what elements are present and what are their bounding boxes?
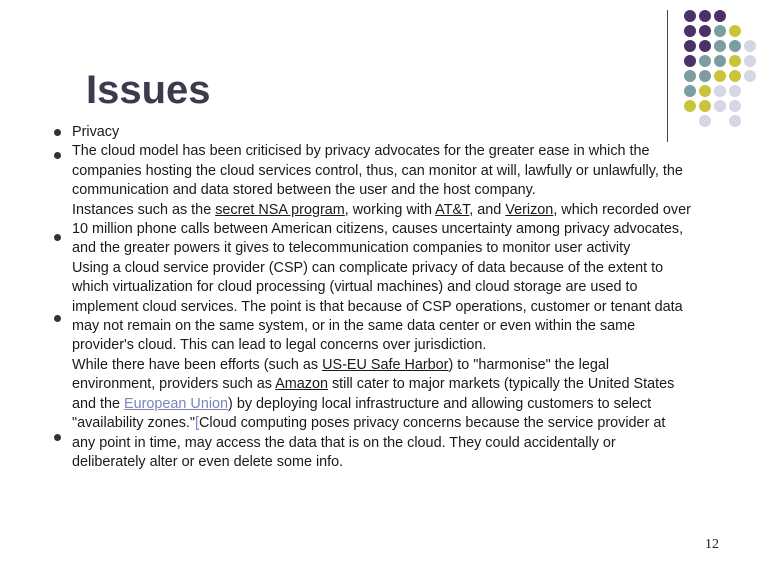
decorative-dot	[684, 70, 696, 82]
decorative-dot	[729, 55, 741, 67]
link-citation[interactable]: [	[195, 415, 200, 432]
bullet-list	[72, 123, 692, 472]
link-verizon[interactable]: Verizon	[505, 201, 554, 218]
bullet-text: , working with	[344, 201, 436, 218]
decorative-dot	[699, 55, 711, 67]
link-att[interactable]: AT&T	[435, 201, 470, 218]
bullet-dot-1	[54, 129, 61, 136]
decorative-dot	[714, 100, 726, 112]
decorative-dot	[729, 85, 741, 97]
bullet-item-cloud-model: The cloud model has been criticised by privacy advocates for the greater ease in which the companies hosting the cloud services control, thus, can monitor at will, lawfully or unlawfully, the communication and data stored between the user and the host company.	[72, 143, 683, 199]
bullet-text: ) to "harmonise" the legal environment, providers such as	[72, 356, 610, 393]
decorative-dot	[744, 55, 756, 67]
bullet-text: , which recorded over 10 million phone calls between American citizens, causes uncertainty among privacy advocates, and the greater powers it gives to telecommunication companies to monitor user activity	[72, 201, 691, 257]
link-european-union[interactable]: European Union	[124, 395, 229, 412]
decorative-dot	[729, 100, 741, 112]
decorative-dot	[714, 10, 726, 22]
bullet-item-csp: Using a cloud service provider (CSP) can complicate privacy of data because of the extent to which virtualization for cloud processing (virtual machines) and cloud storage are used to implement cloud services. The point is that because of CSP operations, customer or tenant data may not remain on the same system, or in the same data center or even within the same provider's cloud. This can lead to legal concerns over jurisdiction.	[72, 259, 683, 354]
decorative-dot	[729, 40, 741, 52]
bullet-dot-4	[54, 315, 61, 322]
link-us-eu-safe-harbor[interactable]: US-EU Safe Harbor	[322, 356, 449, 373]
bullet-dot-2	[54, 152, 61, 159]
decorative-dot	[744, 70, 756, 82]
decorative-dot	[714, 25, 726, 37]
decorative-dot	[714, 55, 726, 67]
decorative-dot	[684, 55, 696, 67]
page-number: 12	[705, 537, 719, 552]
bullet-text: Instances such as the	[72, 201, 216, 218]
decorative-dot	[699, 85, 711, 97]
decorative-dot	[744, 40, 756, 52]
decorative-dot	[699, 10, 711, 22]
decorative-dot	[699, 115, 711, 127]
link-secret-nsa-program[interactable]: secret NSA program	[215, 201, 345, 218]
decorative-dot	[684, 85, 696, 97]
decorative-dot	[729, 25, 741, 37]
bullet-text: Cloud computing poses privacy concerns because the service provider at any point in time, may access the data that is on the cloud. They could accidentally or deliberately alter or even delete some info.	[72, 415, 666, 470]
decorative-dot	[714, 40, 726, 52]
decorative-dot	[699, 70, 711, 82]
bullet-item-safe-harbor	[72, 356, 692, 472]
decorative-dot	[684, 100, 696, 112]
decorative-dot	[699, 100, 711, 112]
bullet-text: While there have been efforts (such as	[72, 356, 323, 373]
slide-title: Issues	[86, 68, 211, 112]
decorative-dot	[714, 70, 726, 82]
bullet-text: , and	[469, 201, 506, 218]
bullet-dot-5	[54, 434, 61, 441]
decorative-dot	[684, 40, 696, 52]
decorative-dot	[684, 25, 696, 37]
decorative-dot	[729, 70, 741, 82]
bullet-text: still cater to major markets (typically the United States and the	[72, 376, 675, 412]
decorative-dot	[699, 25, 711, 37]
bullet-item-privacy: Privacy	[72, 124, 120, 140]
bullet-text: ) by deploying local infrastructure and allowing customers to select "availability zones."	[72, 395, 652, 432]
decorative-dot	[684, 10, 696, 22]
bullet-item-instances	[72, 201, 692, 259]
decorative-dot-grid	[684, 10, 767, 130]
link-amazon[interactable]: Amazon	[275, 376, 328, 393]
decorative-dot	[729, 115, 741, 127]
bullet-dot-3	[54, 234, 61, 241]
decorative-dot	[714, 85, 726, 97]
decorative-dot	[699, 40, 711, 52]
